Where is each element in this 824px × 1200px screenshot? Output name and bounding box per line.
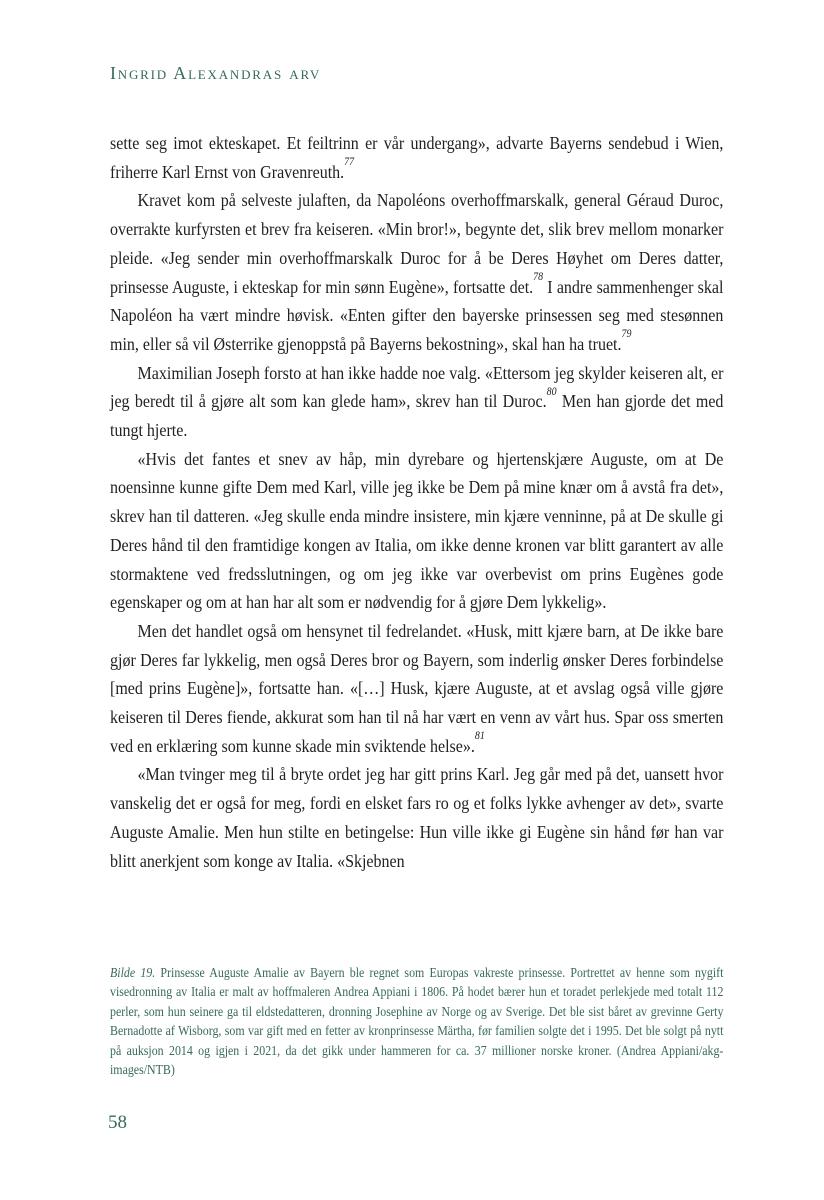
paragraph: «Man tvinger meg til å bryte ordet jeg har gitt prins Karl. Jeg går med på det, uansett hvor vanskelig det er også for meg, fordi en elsket fars ro og et folks lykke avhenger av det», svarte Auguste Amalie. Men hun stilte en betingelse: Hun ville ikke gi Eugène sin hånd før han var blitt anerkjent som konge av Italia. «Skjebnen — [110, 764, 724, 871]
page-number: 58 — [108, 1112, 127, 1133]
footnote-reference: 81 — [474, 730, 485, 743]
paragraph: sette seg imot ekteskapet. Et feiltrinn er vår undergang», advarte Bayerns sendebud i Wien, friherre Karl Ernst von Gravenreuth.$^{77}$ — [110, 133, 724, 182]
caption-text: Prinsesse Auguste Amalie av Bayern ble regnet som Europas vakreste prinsesse. Portrettet av henne som nygift visedronning av Italia er malt av hoffmaleren Andrea Appiani i 1806. På hodet bærer hun et toradet perlekjede med totalt 112 perler, som hun seinere ga til eldstedatteren, dronning Josephine av Norge og av Sverige. Det ble sist båret av grevinne Gerty Bernadotte af Wisborg, som var gift med en fetter av kronprinsesse Märtha, før familien solgte det i 1995. Det ble solgt på nytt på auksjon 2014 og igjen i 2021, da det gikk under hammeren for ca. 37 millioner norske kroner. (Andrea Appiani/akg-images/NTB) — [110, 965, 724, 1078]
running-header: Ingrid Alexandras arv — [110, 63, 322, 83]
paragraph: Kravet kom på selveste julaften, da Napoléons overhoffmarskalk, general Géraud Duroc, overrakte kurfyrsten et brev fra keiseren. «Min bror!», begynte det, slik brev mellom monarker pleide. «Jeg sender min overhoffmarskalk Duroc for å be Deres Høyhet om Deres datter, prinsesse Auguste, i ekteskap for min sønn Eugène», fortsatte det.$^{78}$ I andre sammenhenger skal Napoléon ha vært mindre høvisk. «Enten gifter den bayerske prinsessen seg med stesønnen min, eller så vil Østerrike gjenoppstå på Bayerns bekostning», skal han ha truet.$^{79}$ — [110, 190, 724, 354]
footnote-reference: 77 — [344, 156, 355, 169]
paragraph: Maximilian Joseph forsto at han ikke hadde noe valg. «Ettersom jeg skylder keiseren alt, er jeg beredt til å gjøre alt som kan glede ham», skrev han til Duroc.$^{80}$ Men han gjorde det med tungt hjerte. — [110, 362, 724, 441]
footnote-reference: 80 — [546, 385, 557, 398]
paragraph: «Hvis det fantes et snev av håp, min dyrebare og hjertenskjære Auguste, om at De noensinne kunne gifte Dem med Karl, ville jeg ikke be Dem på mine knær om å avstå fra det», skrev han til datteren. «Jeg skulle enda mindre insistere, min kjære venninne, på at De skulle gi Deres hånd til den framtidige kongen av Italia, om ikke denne kronen var blitt garantert av alle stormaktene ved fredsslutningen, og om jeg ikke var overbevist om prins Eugènes gode egenskaper og om at han har alt som er nødvendig for å gjøre Dem lykkelig». — [110, 448, 724, 613]
body-text — [110, 129, 723, 875]
caption-label: Bilde 19. — [110, 965, 156, 980]
footnote-reference: 78 — [533, 270, 544, 283]
paragraph: Men det handlet også om hensynet til fedrelandet. «Husk, mitt kjære barn, at De ikke bare gjør Deres far lykkelig, men også Deres bror og Bayern, som inderlig ønsker Deres forbindelse [med prins Eugène]», fortsatte han. «[…] Husk, kjære Auguste, at et avslag også ville gjøre keiseren til Deres fiende, akkurat som han til nå har vært en venn av vårt hus. Spar oss smerten ved en erklæring som kunne skade min sviktende helse».$^{81}$ — [110, 620, 724, 756]
footnote-reference: 79 — [621, 328, 632, 341]
image-caption — [110, 963, 723, 1079]
